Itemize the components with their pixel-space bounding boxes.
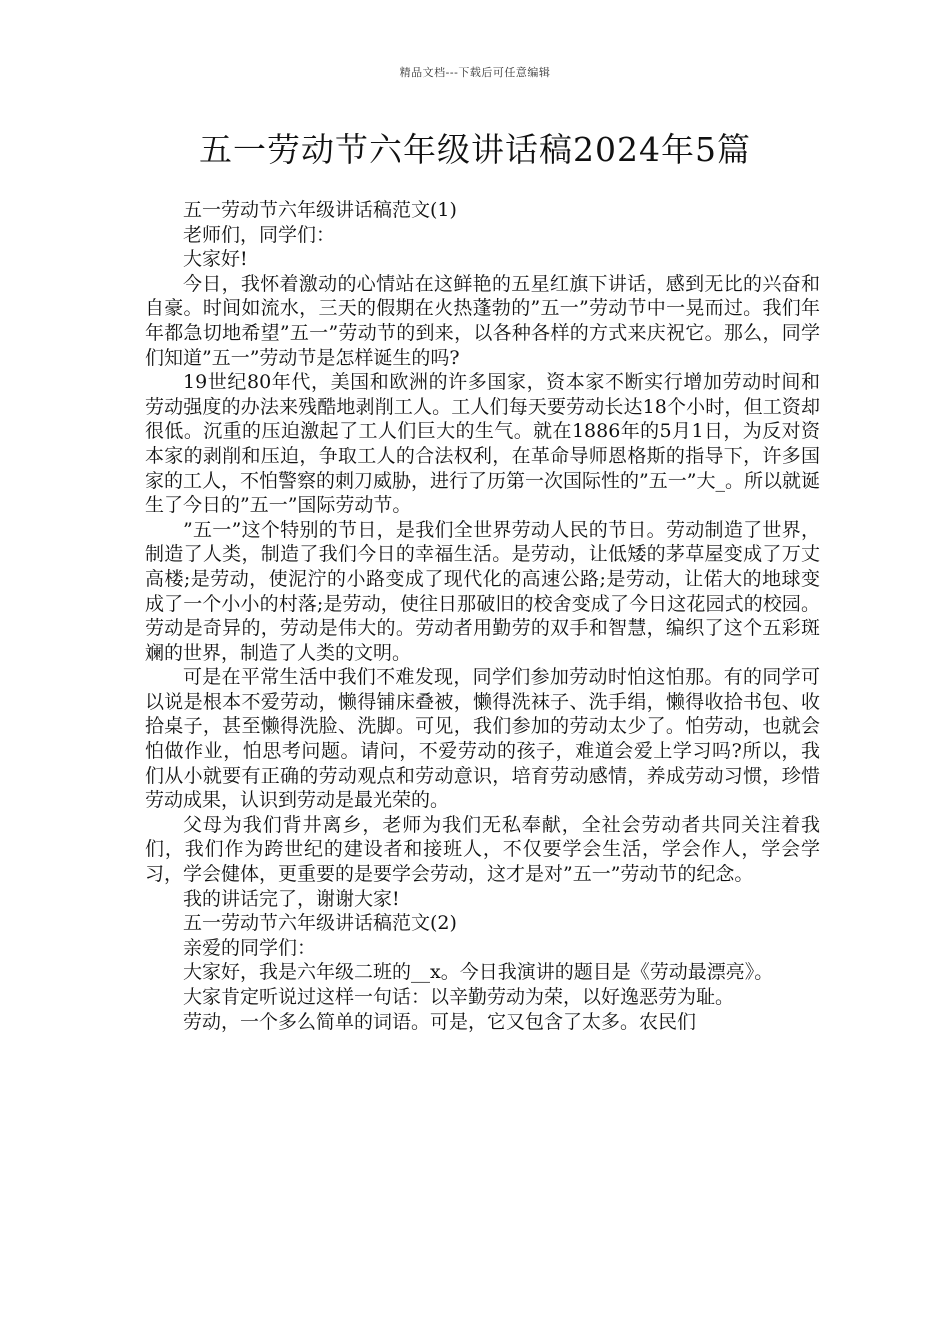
- body-paragraph: ”五一”这个特别的节日，是我们全世界劳动人民的节日。劳动制造了世界，制造了人类，制造了我们今日的幸福生活。是劳动，让低矮的茅草屋变成了万丈高楼;是劳动，使泥泞的小路变成了现代化的高速公路;是劳动，让偌大的地球变成了一个小小的村落;是劳动，使往日那破旧的校舍变成了今日这花园式的校园。劳动是奇异的，劳动是伟大的。劳动者用勤劳的双手和智慧，编织了这个五彩斑斓的世界，制造了人类的文明。: [145, 518, 820, 664]
- document-body: [145, 198, 820, 1034]
- document-title: 五一劳动节六年级讲话稿2024年5篇: [199, 130, 751, 169]
- body-paragraph: 大家肯定听说过这样一句话：以辛勤劳动为荣，以好逸恶劳为耻。: [183, 986, 735, 1008]
- salutation: 亲爱的同学们：: [183, 936, 317, 959]
- body-paragraph: 19世纪80年代，美国和欧洲的许多国家，资本家不断实行增加劳动时间和劳动强度的办法来残酷地剥削工人。工人们每天要劳动长达18个小时，但工资却很低。沉重的压迫激起了工人们巨大的生气。就在1886年的5月1日，为反对资本家的剥削和压迫，争取工人的合法权利，在革命导师恩格斯的指导下，许多国家的工人，不怕警察的刺刀威胁，进行了历第一次国际性的”五一”大_。所以就诞生了今日的”五一”国际劳动节。: [145, 371, 820, 517]
- body-paragraph: 可是在平常生活中我们不难发现，同学们参加劳动时怕这怕那。有的同学可以说是根本不爱劳动，懒得铺床叠被，懒得洗袜子、洗手绢，懒得收拾书包、收拾桌子，甚至懒得洗脸、洗脚。可见，我们参加的劳动太少了。怕劳动，也就会怕做作业，怕思考问题。请问，不爱劳动的孩子，难道会爱上学习吗?所以，我们从小就要有正确的劳动观点和劳动意识，培育劳动感情，养成劳动习惯，珍惜劳动成果，认识到劳动是最光荣的。: [145, 666, 820, 812]
- salutation: 老师们，同学们：: [183, 223, 336, 246]
- page-header: 精品文档---下载后可任意编辑: [399, 66, 551, 79]
- section-heading-1: 五一劳动节六年级讲话稿范文(1): [183, 199, 457, 221]
- body-paragraph: 劳动，一个多么简单的词语。可是，它又包含了太多。农民们: [183, 1010, 697, 1033]
- section-heading-2: 五一劳动节六年级讲话稿范文(2): [183, 912, 457, 935]
- closing: 我的讲话完了，谢谢大家!: [183, 887, 400, 910]
- body-paragraph: 父母为我们背井离乡，老师为我们无私奉献，全社会劳动者共同关注着我们，我们作为跨世纪的建设者和接班人，不仅要学会生活，学会作人，学会学习，学会健体，更重要的是要学会劳动，这才是对”五一”劳动节的纪念。: [145, 813, 820, 886]
- body-paragraph: 今日，我怀着激动的心情站在这鲜艳的五星红旗下讲话，感到无比的兴奋和自豪。时间如流水，三天的假期在火热蓬勃的”五一”劳动节中一晃而过。我们年年都急切地希望”五一”劳动节的到来，以各种各样的方式来庆祝它。那么，同学们知道”五一”劳动节是怎样诞生的吗?: [145, 272, 820, 369]
- body-paragraph: 大家好，我是六年级二班的__x。今日我演讲的题目是《劳动最漂亮》。: [183, 961, 774, 984]
- greeting: 大家好!: [183, 248, 248, 271]
